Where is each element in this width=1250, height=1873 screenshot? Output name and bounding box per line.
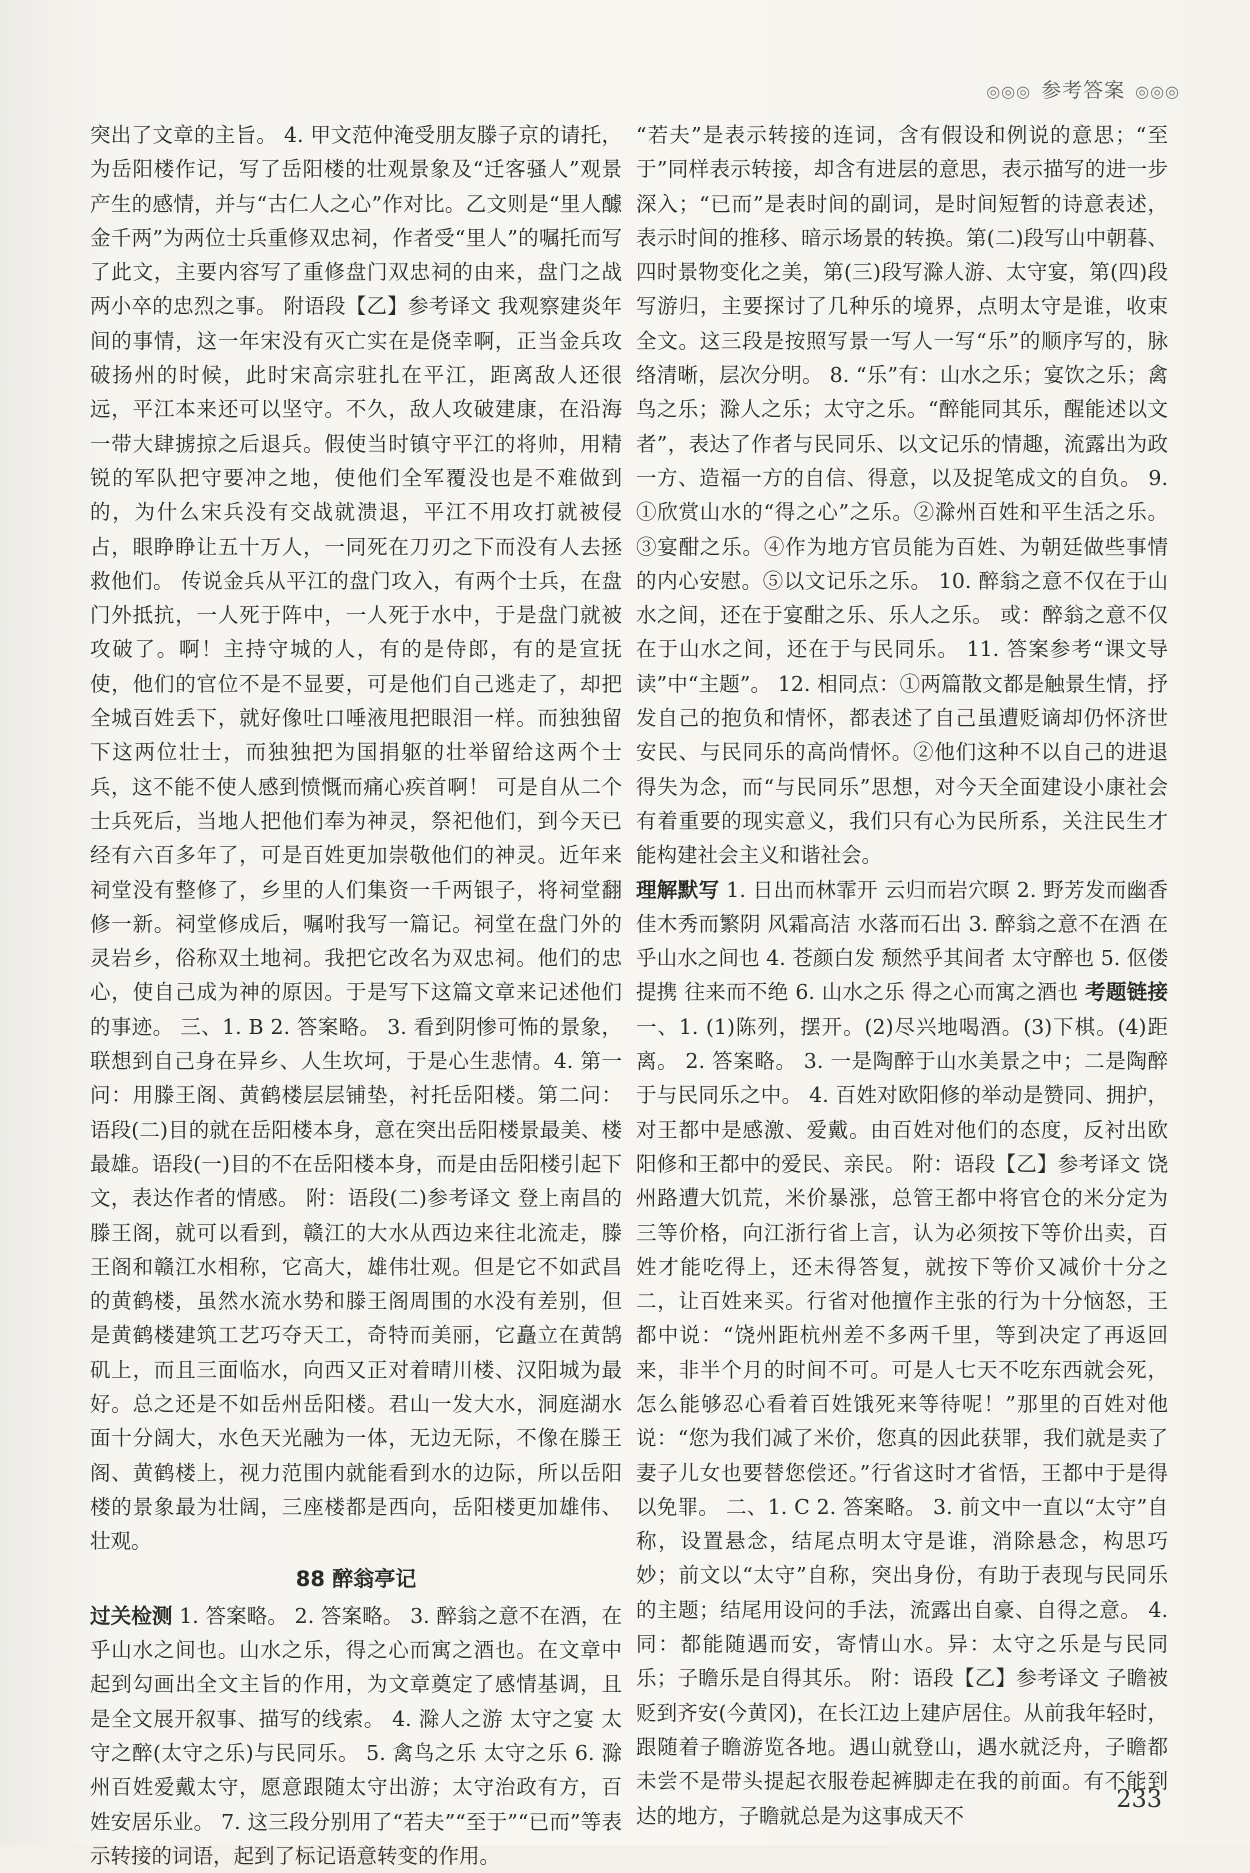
right-column [636,118,1168,1833]
header-ornament-left: ◎◎◎ [986,82,1032,101]
section-title: 88 醉翁亭记 [295,1567,417,1592]
header-ornament-right: ◎◎◎ [1135,82,1180,101]
right-paragraph-2-text: 1. 日出而林霏开 云归而岩穴暝 2. 野芳发而幽香 佳木秀而繁阴 风霜高洁 水落而石出 3. 醉翁之意不在酒 在乎山水之间也 4. 苍颜白发 颓然乎其间者 太守醉也 5. 伛偻提携 往来而不绝 6. 山水之乐 得之心而寓之酒也 [636,877,1169,1005]
left-paragraph-1: 突出了文章的主旨。 4. 甲文范仲淹受朋友滕子京的请托，为岳阳楼作记，写了岳阳楼的壮观景象及“迁客骚人”观景产生的感情，并与“古仁人之心”作对比。乙文则是“里人醵金千两”为两位士兵重修双忠祠，作者受“里人”的嘱托而写了此文，主要内容写了重修盘门双忠祠的由来，盘门之战两小卒的忠烈之事。 附语段【乙】参考译文 我观察建炎年间的事情，这一年宋没有灭亡实在是侥幸啊，正当金兵攻破扬州的时候，此时宋高宗驻扎在平江，距离敌人还很远，平江本来还可以坚守。不久，敌人攻破建康，在沿海一带大肆掳掠之后退兵。假使当时镇守平江的将帅，用精锐的军队把守要冲之地，使他们全军覆没也是不难做到的，为什么宋兵没有交战就溃退，平江不用攻打就被侵占，眼睁睁让五十万人，一同死在刀刃之下而没有人去拯救他们。 传说金兵从平江的盘门攻入，有两个士兵，在盘门外抵抗，一人死于阵中，一人死于水中，于是盘门就被攻破了。啊！主持守城的人，有的是侍郎，有的是宣抚使，他们的官位不是不显要，可是他们自己逃走了，却把全城百姓丢下，就好像吐口唾液甩把眼泪一样。而独独留下这两位壮士，而独独把为国捐躯的壮举留给这两个士兵，这不能不使人感到愤慨而痛心疾首啊！ 可是自从二个士兵死后，当地人把他们奉为神灵，祭祀他们，到今天已经有六百多年了，可是百姓更加崇敬他们的神灵。近年来祠堂没有整修了，乡里的人们集资一千两银子，将祠堂翻修一新。祠堂修成后，嘱咐我写一篇记。祠堂在盘门外的灵岩乡，俗称双土地祠。我把它改名为双忠祠。他们的忠心，使自己成为神的原因。于是写下这篇文章来记述他们的事迹。 三、1. B 2. 答案略。 3. 看到阴惨可怖的景象，联想到自己身在异乡、人生坎坷，于是心生悲情。4. 第一问：用滕王阁、黄鹤楼层层铺垫，衬托岳阳楼。第二问：语段(二)目的就在岳阳楼本身，意在突出岳阳楼景最美、楼最雄。语段(一)目的不在岳阳楼本身，而是由岳阳楼引起下文，表达作者的情感。 附：语段(二)参考译文 登上南昌的滕王阁，就可以看到，赣江的大水从西边来往北流走，滕王阁和赣江水相称，它高大，雄伟壮观。但是它不如武昌的黄鹤楼，虽然水流水势和滕王阁周围的水没有差别，但是黄鹤楼建筑工艺巧夺天工，奇特而美丽，它矗立在黄鹄矶上，而且三面临水，向西又正对着晴川楼、汉阳城为最好。总之还是不如岳州岳阳楼。君山一发大水，洞庭湖水面十分阔大，水色天光融为一体，无边无际，不像在滕王阁、黄鹤楼上，视力范围内就能看到水的边际，所以岳阳楼的景象最为壮阔，三座楼都是西向，岳阳楼更加雄伟、壮观。 [90,123,622,1554]
right-paragraph-3-text: 一、1. (1)陈列，摆开。(2)尽兴地喝酒。(3)下棋。(4)距离。 2. 答案略。 3. 一是陶醉于山水美景之中；二是陶醉于与民同乐之中。 4. 百姓对欧阳修的举动是赞同、拥护，对王都中是感激、爱戴。由百姓对他们的态度，反衬出欧阳修和王都中的爱民、亲民。 附：语段【乙】参考译文 饶州路遭大饥荒，米价暴涨，总管王都中将官仓的米分定为三等价格，向江浙行省上言，认为必须按下等价出卖，百姓才能吃得上，还未得答复，就按下等价又减价十分之二，让百姓来买。行省对他擅作主张的行为十分恼怒，王都中说：“饶州距杭州差不多两千里，等到决定了再返回来，非半个月的时间不可。可是人七天不吃东西就会死，怎么能够忍心看着百姓饿死来等待呢！”那里的百姓对他说：“您为我们减了米价，您真的因此获罪，我们就是卖了妻子儿女也要替您偿还。”行省这时才省悟，王都中于是得以免罪。 二、1. C 2. 答案略。 3. 前文中一直以“太守”自称，设置悬念，结尾点明太守是谁，消除悬念，构思巧妙；前文以“太守”自称，突出身份，有助于表现与民同乐的主题；结尾用设问的手法，流露出自豪、自得之意。 4. 同：都能随遇而安，寄情山水。异：太守之乐是与民同乐；子瞻乐是自得其乐。 附：语段【乙】参考译文 子瞻被贬到齐安(今黄冈)，在长江边上建庐居住。从前我年轻时，跟随着子瞻游览各地。遇山就登山，遇水就泛舟，子瞻都未尝不是带头提起衣服卷起裤脚走在我的前面。有不能到达的地方，子瞻就总是为这事成天不 [636,1014,1168,1828]
left-paragraph-2-text: 1. 答案略。 2. 答案略。 3. 醉翁之意不在酒，在乎山水之间也。山水之乐，得之心而寓之酒也。在文章中起到勾画出全文主旨的作用，为文章奠定了感情基调，且是全文展开叙事、描写的线索。 4. 滁人之游 太守之宴 太守之醉(太守之乐)与民同乐。 5. 禽鸟之乐 太守之乐 6. 滁州百姓爱戴太守，愿意跟随太守出游；太守治政有方，百姓安居乐业。 7. 这三段分别用了“若夫”“至于”“已而”等表示转接的词语，起到了标记语意转变的作用。 [90,1603,622,1868]
right-paragraph-2 [636,873,1168,1833]
label-guoguan-jiance: 过关检测 [90,1603,173,1628]
left-paragraph-2 [90,1599,622,1873]
left-column [90,118,622,1873]
right-paragraph-1: “若夫”是表示转接的连词，含有假设和例说的意思；“至于”同样表示转接，却含有进层的意思，表示描写的进一步深入；“已而”是表时间的副词，是时间短暂的诗意表述，表示时间的推移、暗示场景的转换。第(二)段写山中朝暮、四时景物变化之美，第(三)段写滁人游、太守宴，第(四)段写游归，主要探讨了几种乐的境界，点明太守是谁，收束全文。这三段是按照写景一写人一写“乐”的顺序写的，脉络清晰，层次分明。 8. “乐”有：山水之乐；宴饮之乐；禽鸟之乐；滁人之乐；太守之乐。“醉能同其乐，醒能述以文者”，表达了作者与民同乐、以文记乐的情趣，流露出为政一方、造福一方的自信、得意，以及捉笔成文的自负。 9. ①欣赏山水的“得之心”之乐。②滁州百姓和平生活之乐。③宴酣之乐。④作为地方官员能为百姓、为朝廷做些事情的内心安慰。⑤以文记乐之乐。 10. 醉翁之意不仅在于山水之间，还在于宴酣之乐、乐人之乐。 或：醉翁之意不仅在于山水之间，还在于与民同乐。 11. 答案参考“课文导读”中“主题”。 12. 相同点：①两篇散文都是触景生情，抒发自己的抱负和情怀，都表述了自己虽遭贬谪却仍怀济世安民、与民同乐的高尚情怀。②他们这种不以自己的进退得失为念，而“与民同乐”思想，对今天全面建设小康社会有着重要的现实意义，我们只有心为民所系，关注民生才能构建社会主义和谐社会。 [636,123,1168,868]
page-number: 233 [1116,1785,1162,1813]
label-lijie-moxie: 理解默写 [636,877,720,902]
label-kaoti-lianjie: 考题链接 [1085,980,1169,1005]
header-title: 参考答案 [1041,78,1126,102]
page-header [976,74,1190,103]
